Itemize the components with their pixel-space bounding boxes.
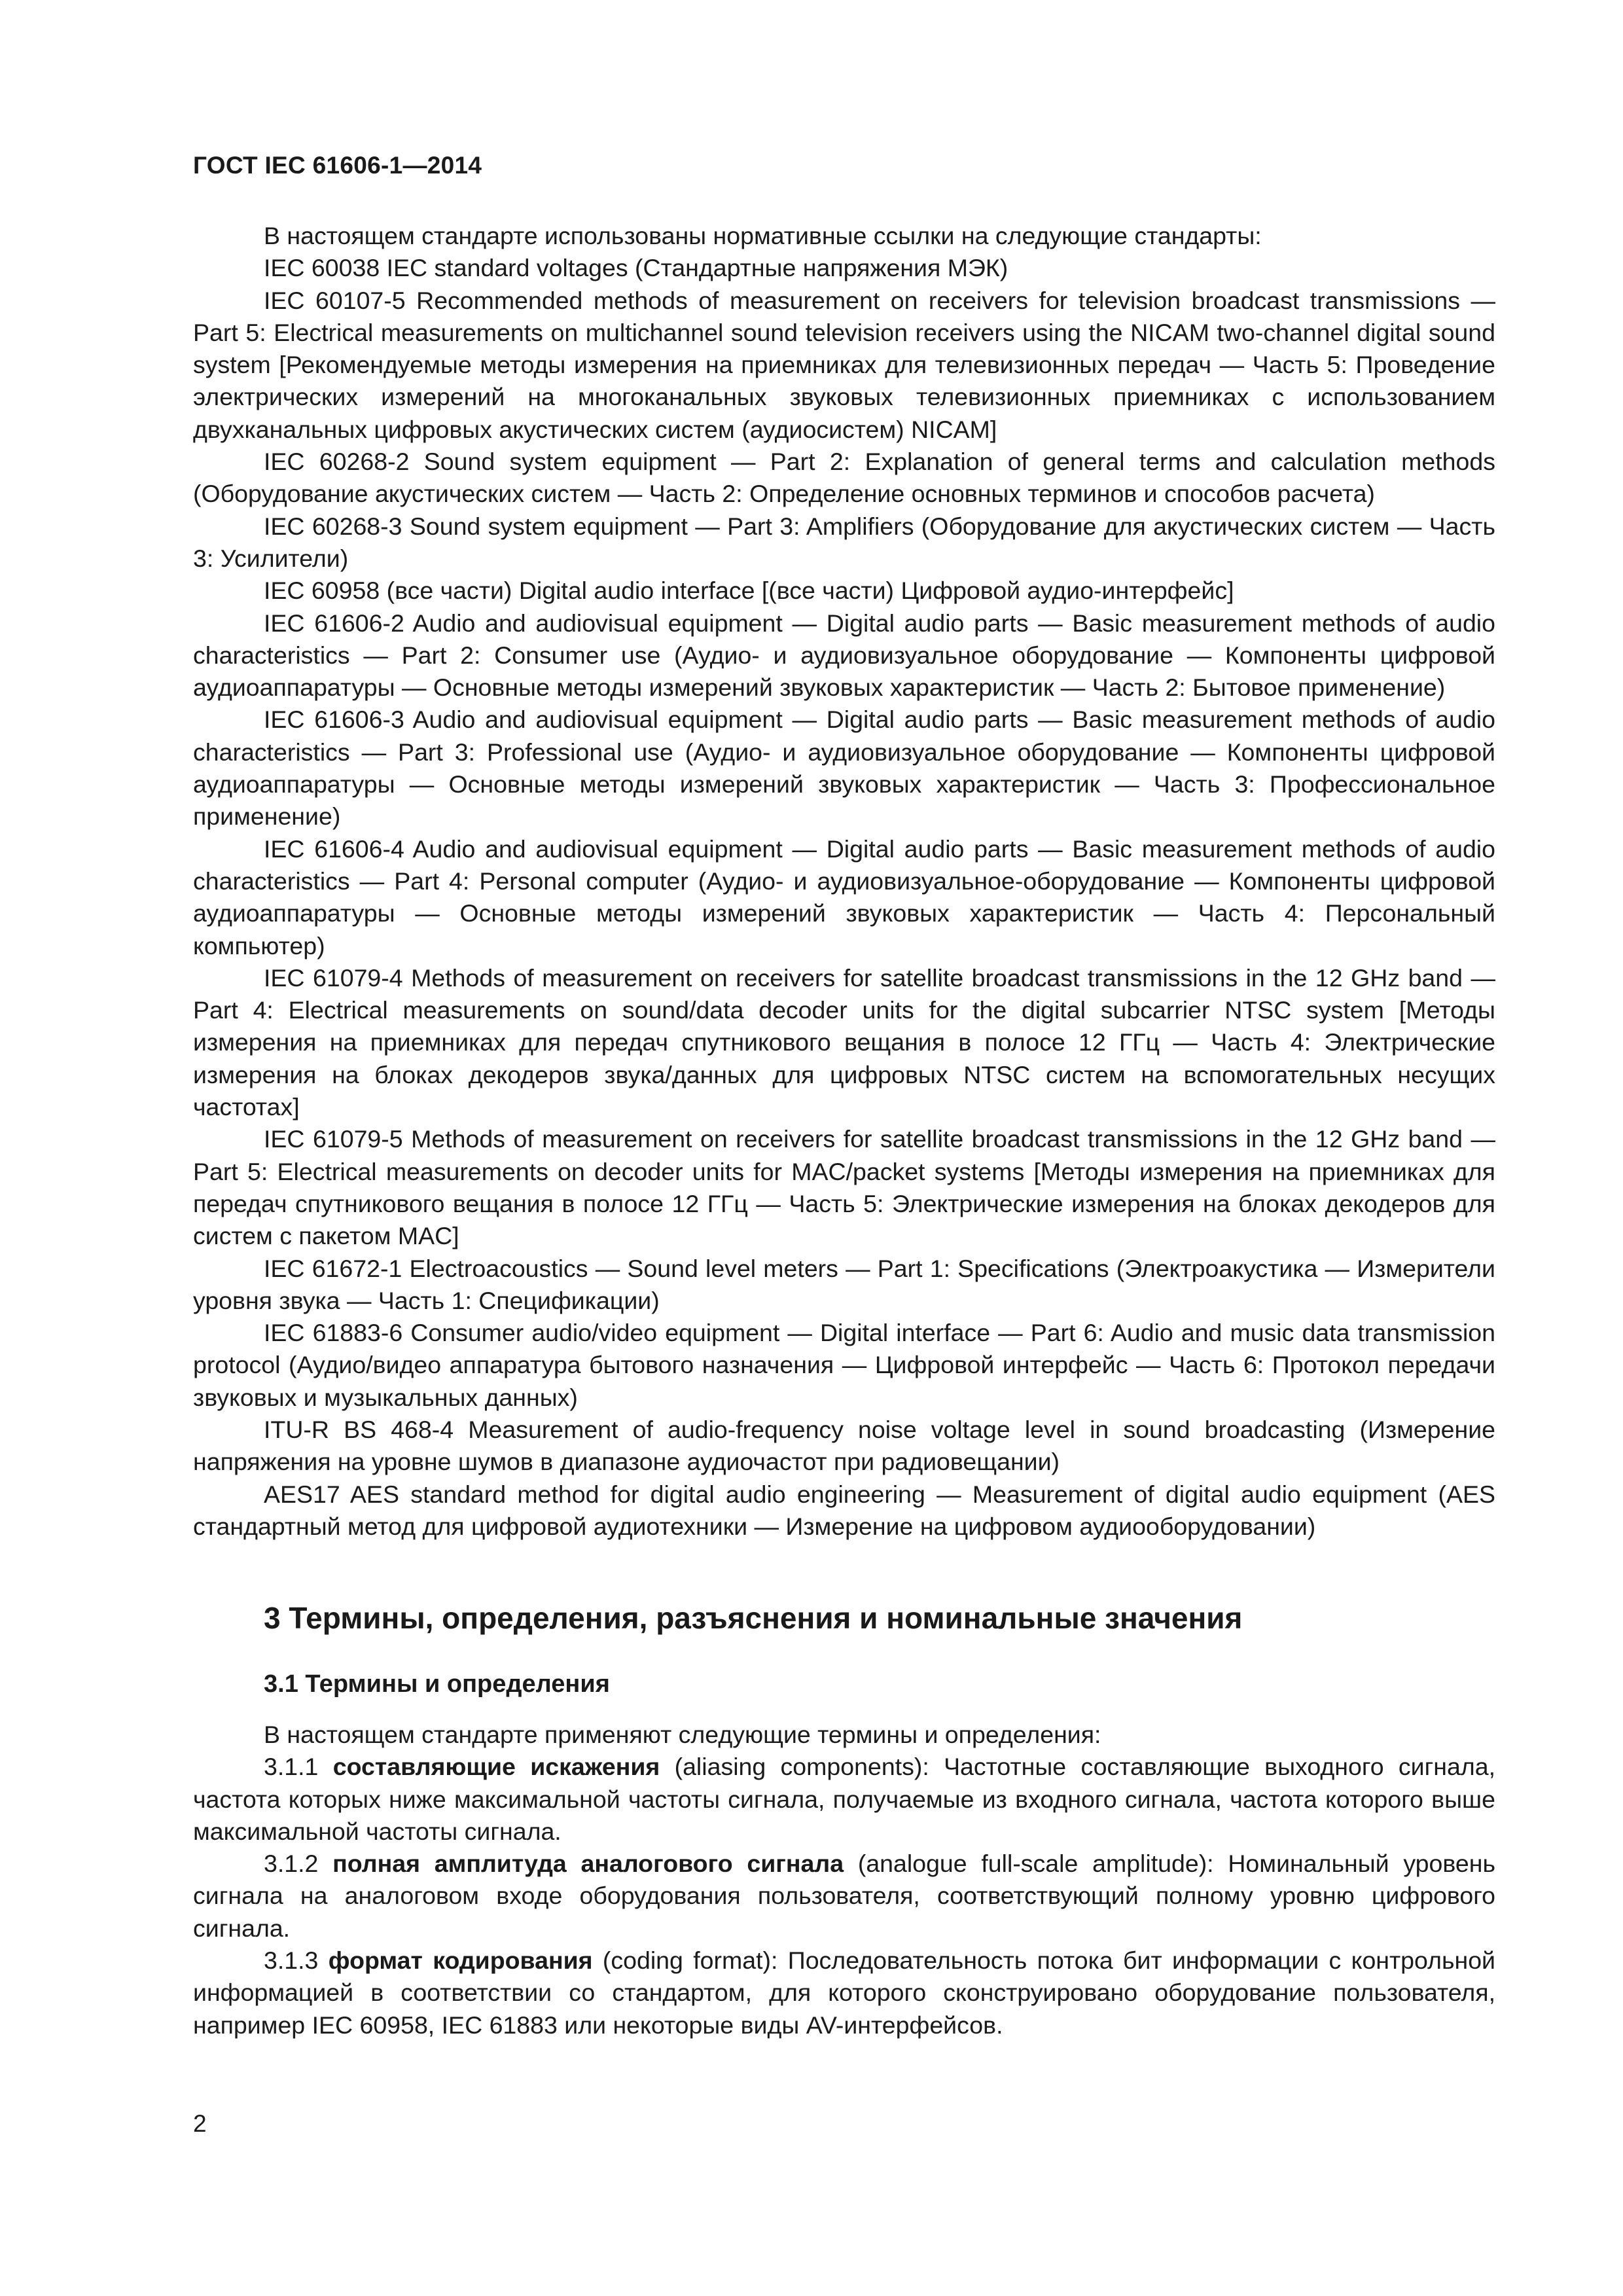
references-intro: В настоящем стандарте использованы нормативные ссылки на следующие стандарты:	[264, 222, 1262, 249]
reference-item: IEC 61672-1 Electroacoustics — Sound level meters — Part 1: Specifications (Электроакустика — Измерители уровня звука — Часть 1: Спецификации)	[193, 1254, 1495, 1314]
term-definition: (analogue full-scale amplitude): Номинальный уровень сигнала на аналоговом входе оборудования пользователя, соответствующий полному уровню цифрового сигнала.	[193, 1850, 1495, 1942]
term-name: полная амплитуда аналогового сигнала	[332, 1850, 844, 1878]
term-definition: (aliasing components): Частотные составляющие выходного сигнала, частота которых ниже максимальной частоты сигнала, получаемые из входного сигнала, частота которого выше максимальной частоты сигнала.	[193, 1753, 1495, 1845]
reference-item: IEC 60268-3 Sound system equipment — Part 3: Amplifiers (Оборудование для акустических систем — Часть 3: Усилители)	[193, 512, 1495, 572]
reference-item: IEC 60107-5 Recommended methods of measurement on receivers for television broadcast transmissions — Part 5: Electrical measurements on multichannel sound television receivers using the NICAM two-channel digital sound system [Рекомендуемые методы измерения на приемниках для телевизионных передач — Часть 5: Проведение электрических измерений на многоканальных звуковых телевизионных приемниках с использованием двухканальных цифровых акустических систем (аудиосистем) NICAM]	[193, 286, 1495, 443]
reference-item: IEC 60958 (все части) Digital audio interface [(все части) Цифровой аудио-интерфейс]	[264, 577, 1234, 605]
term-definition: (coding format): Последовательность потока бит информации с контрольной информацией в соответствии со стандартом, для которого сконструировано оборудование пользователя, например IEC 60958, IEC 61883 или некоторые виды AV-интерфейсов.	[193, 1946, 1496, 2039]
terms-intro: В настоящем стандарте применяют следующие термины и определения:	[264, 1721, 1101, 1748]
normative-references	[193, 220, 1495, 1543]
reference-item: IEC 61883-6 Consumer audio/video equipment — Digital interface — Part 6: Audio and music data transmission protocol (Аудио/видео аппаратура бытового назначения — Цифровой интерфейс — Часть 6: Протокол передачи звуковых и музыкальных данных)	[193, 1319, 1495, 1411]
reference-item: AES17 AES standard method for digital audio engineering — Measurement of digital audio equipment (AES стандартный метод для цифровой аудиотехники — Измерение на цифровом аудиооборудовании)	[193, 1480, 1495, 1540]
reference-item: IEC 61606-4 Audio and audiovisual equipment — Digital audio parts — Basic measurement methods of audio characteristics — Part 4: Personal computer (Аудио- и аудиовизуальное-оборудование — Компоненты цифровой аудиоаппаратуры — Основные методы измерений звуковых характеристик — Часть 4: Персональный компьютер)	[193, 834, 1495, 960]
term-name: составляющие искажения	[332, 1753, 660, 1781]
reference-item: IEC 61606-3 Audio and audiovisual equipment — Digital audio parts — Basic measurement methods of audio characteristics — Part 3: Professional use (Аудио- и аудиовизуальное оборудование — Компоненты цифровой аудиоаппаратуры — Основные методы измерений звуковых характеристик — Часть 3: Профессиональное применение)	[193, 706, 1495, 831]
section-3	[193, 1598, 1495, 2041]
subsection-title: 3.1 Термины и определения	[264, 1670, 610, 1698]
reference-item: IEC 61606-2 Audio and audiovisual equipment — Digital audio parts — Basic measurement methods of audio characteristics — Part 2: Consumer use (Аудио- и аудиовизуальное оборудование — Компоненты цифровой аудиоаппаратуры — Основные методы измерений звуковых характеристик — Часть 2: Бытовое применение)	[193, 609, 1495, 702]
reference-item: IEC 60038 IEC standard voltages (Стандартные напряжения МЭК)	[264, 254, 1008, 282]
term-name: формат кодирования	[328, 1946, 593, 1975]
reference-item: IEC 61079-5 Methods of measurement on receivers for satellite broadcast transmissions in the 12 GHz band — Part 5: Electrical measurements on decoder units for MAC/packet systems [Методы измерения на приемниках для передач спутникового вещания в полосе 12 ГГц — Часть 5: Электрические измерения на блоках декодеров для систем с пакетом MAC]	[193, 1125, 1495, 1250]
document-header: ГОСТ IEC 61606-1—2014	[193, 152, 482, 179]
term-entry	[193, 1945, 1495, 2041]
term-entry	[193, 1751, 1495, 1848]
term-entry	[193, 1848, 1495, 1945]
reference-item: IEC 60268-2 Sound system equipment — Part 2: Explanation of general terms and calculation methods (Оборудование акустических систем — Часть 2: Определение основных терминов и способов расчета)	[193, 448, 1495, 508]
reference-item: IEC 61079-4 Methods of measurement on receivers for satellite broadcast transmissions in the 12 GHz band — Part 4: Electrical measurements on sound/data decoder units for the digital subcarrier NTSC system [Методы измерения на приемниках для передач спутникового вещания в полосе 12 ГГц — Часть 4: Электрические измерения на блоках декодеров звука/данных для цифровых NTSC систем на вспомогательных несущих частотах]	[193, 963, 1495, 1121]
term-number: 3.1.2	[264, 1850, 319, 1878]
term-number: 3.1.3	[264, 1946, 319, 1975]
terms-list	[193, 1719, 1495, 2041]
page-number: 2	[193, 2110, 207, 2137]
section-title: 3 Термины, определения, разъяснения и номинальные значения	[264, 1601, 1243, 1635]
reference-item: ITU-R BS 468-4 Measurement of audio-frequency noise voltage level in sound broadcasting (Измерение напряжения на уровне шумов в диапазоне аудиочастот при радиовещании)	[193, 1415, 1495, 1476]
document-page	[193, 0, 1495, 2296]
term-number: 3.1.1	[264, 1753, 319, 1781]
